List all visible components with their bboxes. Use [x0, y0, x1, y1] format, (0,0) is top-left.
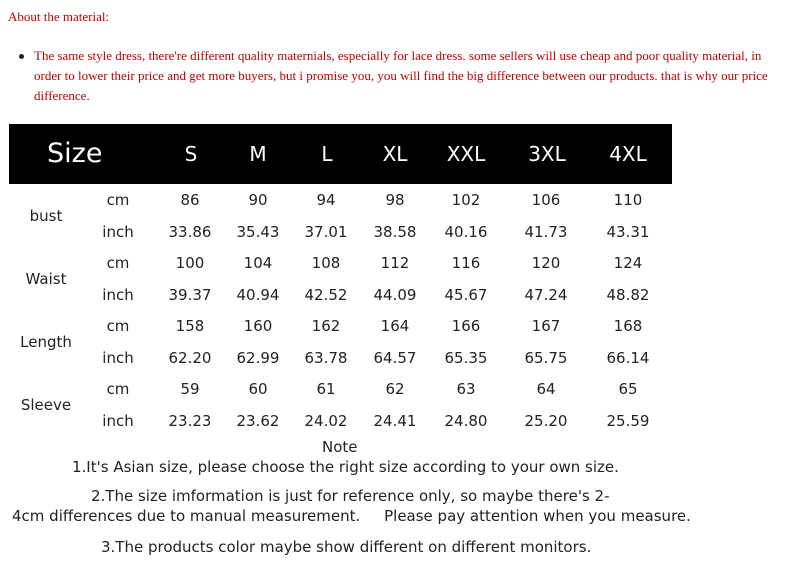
table-cell: 59: [180, 380, 200, 398]
note-line-4: 3.The products color maybe show different on different monitors.: [101, 538, 592, 556]
unit-label: cm: [106, 317, 130, 335]
table-cell: 110: [613, 191, 643, 209]
table-cell: 62.20: [168, 349, 212, 367]
size-header-xl: XL: [382, 142, 408, 166]
table-cell: 62: [385, 380, 405, 398]
table-cell: 160: [243, 317, 273, 335]
table-cell: 25.20: [524, 412, 568, 430]
table-cell: 64: [536, 380, 556, 398]
table-cell: 65: [618, 380, 638, 398]
table-cell: 24.80: [444, 412, 488, 430]
table-cell: 48.82: [606, 286, 650, 304]
table-cell: 102: [451, 191, 481, 209]
table-cell: 106: [531, 191, 561, 209]
note-line-2: 2.The size imformation is just for reference only, so maybe there's 2-: [91, 487, 610, 505]
table-cell: 23.62: [236, 412, 280, 430]
unit-label: inch: [102, 349, 134, 367]
size-header-m: M: [249, 142, 267, 166]
table-cell: 47.24: [524, 286, 568, 304]
size-table-header: [9, 124, 672, 184]
table-cell: 162: [311, 317, 341, 335]
table-cell: 41.73: [524, 223, 568, 241]
table-row: [0, 310, 700, 342]
table-row: [0, 405, 700, 437]
note-line-1: 1.It's Asian size, please choose the right size according to your own size.: [72, 458, 619, 476]
table-cell: 124: [613, 254, 643, 272]
size-header-s: S: [184, 142, 198, 166]
table-cell: 63.78: [304, 349, 348, 367]
table-row: [0, 184, 700, 216]
note-line-3: 4cm differences due to manual measurement. Please pay attention when you measure.: [12, 507, 691, 525]
table-cell: 158: [175, 317, 205, 335]
unit-label: inch: [102, 223, 134, 241]
table-row: [0, 247, 700, 279]
size-header-4xl: 4XL: [609, 142, 647, 166]
table-cell: 65.35: [444, 349, 488, 367]
table-cell: 60: [248, 380, 268, 398]
size-header-xxl: XXL: [446, 142, 486, 166]
table-cell: 90: [248, 191, 268, 209]
about-material-title: About the material:: [8, 9, 110, 24]
table-cell: 40.94: [236, 286, 280, 304]
table-cell: 24.41: [373, 412, 417, 430]
table-cell: 108: [311, 254, 341, 272]
table-cell: 35.43: [236, 223, 280, 241]
table-cell: 38.58: [373, 223, 417, 241]
note-title: Note: [322, 438, 358, 456]
table-cell: 98: [385, 191, 405, 209]
table-cell: 120: [531, 254, 561, 272]
about-material-item: [16, 46, 776, 106]
measure-label-length: Length: [20, 333, 72, 351]
table-row: [0, 279, 700, 311]
table-cell: 116: [451, 254, 481, 272]
table-cell: 23.23: [168, 412, 212, 430]
table-cell: 112: [380, 254, 410, 272]
size-header-label: Size: [47, 138, 103, 169]
unit-label: cm: [106, 380, 130, 398]
table-cell: 40.16: [444, 223, 488, 241]
unit-label: inch: [102, 412, 134, 430]
table-cell: 100: [175, 254, 205, 272]
about-material-paragraph: The same style dress, there're different quality maternials, especially for lace dress. some sellers will use cheap and poor quality material, in order to lower their price and get more buyers, but i promise you, you will find the big difference between our products. that is why our price difference.: [34, 48, 768, 103]
table-cell: 24.02: [304, 412, 348, 430]
measure-label-bust: bust: [29, 207, 63, 225]
unit-label: cm: [106, 191, 130, 209]
size-header-3xl: 3XL: [528, 142, 566, 166]
table-row: [0, 373, 700, 405]
measure-label-sleeve: Sleeve: [20, 396, 72, 414]
table-cell: 86: [180, 191, 200, 209]
table-cell: 62.99: [236, 349, 280, 367]
about-material-list: [16, 46, 776, 106]
size-header-l: L: [321, 142, 333, 166]
table-cell: 167: [531, 317, 561, 335]
table-cell: 104: [243, 254, 273, 272]
table-cell: 37.01: [304, 223, 348, 241]
table-cell: 44.09: [373, 286, 417, 304]
table-cell: 61: [316, 380, 336, 398]
table-cell: 164: [380, 317, 410, 335]
table-cell: 33.86: [168, 223, 212, 241]
measure-label-waist: Waist: [25, 270, 67, 288]
table-cell: 45.67: [444, 286, 488, 304]
table-cell: 25.59: [606, 412, 650, 430]
table-cell: 63: [456, 380, 476, 398]
table-cell: 66.14: [606, 349, 650, 367]
bullet-icon: [19, 54, 24, 59]
unit-label: inch: [102, 286, 134, 304]
unit-label: cm: [106, 254, 130, 272]
table-cell: 43.31: [606, 223, 650, 241]
table-cell: 94: [316, 191, 336, 209]
table-cell: 39.37: [168, 286, 212, 304]
table-cell: 65.75: [524, 349, 568, 367]
table-row: [0, 342, 700, 374]
table-cell: 168: [613, 317, 643, 335]
table-cell: 64.57: [373, 349, 417, 367]
table-row: [0, 216, 700, 248]
table-cell: 166: [451, 317, 481, 335]
table-cell: 42.52: [304, 286, 348, 304]
